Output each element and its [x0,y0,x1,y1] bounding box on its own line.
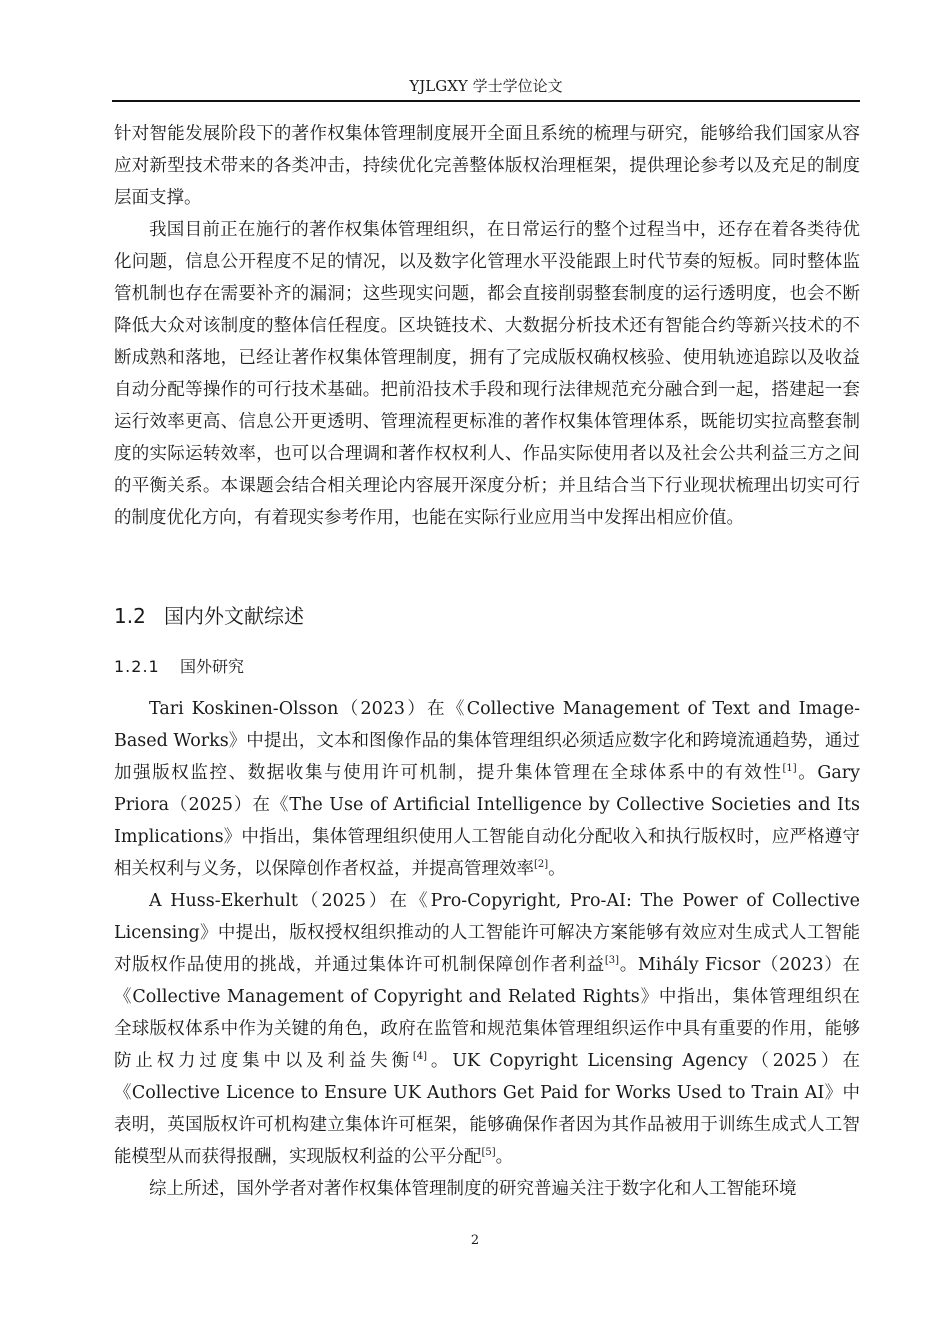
section-title: 国内外文献综述 [164,604,304,628]
text-run: A Huss-Ekerhult（2025）在《Pro-Copyright, Pro-AI: The Power of Collective Licensing》中提出，版权授权组织推动的人工智能许可解决方案能够有效应对生成式人工智能对版权作品使用的挑战，并通过集体许可机制保障创作者利益 [114,891,860,975]
citation-2: [2] [534,859,549,871]
text-run: Tari Koskinen-Olsson（2023）在《Collective Management of Text and Image-Based Works》中提出，文本和图像作品的集体管理组织必须适应数字化和跨境流通趋势，通过加强版权监控、数据收集与使用许可机制，提升集体管理在全球体系中的有效性 [114,699,860,783]
citation-3: [3] [604,955,620,967]
paragraph-research-3: 综上所述，国外学者对著作权集体管理制度的研究普遍关注于数字化和人工智能环境 [149,1179,797,1199]
citation-1: [1] [782,763,797,775]
text-run: 。 [495,1147,514,1167]
citation-4: [4] [412,1051,428,1063]
paragraph-research-1 [114,693,860,885]
paragraph-intro-2: 我国目前正在施行的著作权集体管理组织，在日常运行的整个过程当中，还存在着各类待优化问题，信息公开程度不足的情况，以及数字化管理水平没能跟上时代节奏的短板。同时整体监管机制也存在需要补齐的漏洞；这些现实问题，都会直接削弱整套制度的运行透明度，也会不断降低大众对该制度的整体信任程度。区块链技术、大数据分析技术还有智能合约等新兴技术的不断成熟和落地，已经让著作权集体管理制度，拥有了完成版权确权核验、使用轨迹追踪以及收益自动分配等操作的可行技术基础。把前沿技术手段和现行法律规范充分融合到一起，搭建起一套运行效率更高、信息公开更透明、管理流程更标准的著作权集体管理体系，既能切实拉高整套制度的实际运转效率，也可以合理调和著作权权利人、作品实际使用者以及社会公共利益三方之间的平衡关系。本课题会结合相关理论内容展开深度分析；并且结合当下行业现状梳理出切实可行的制度优化方向，有着现实参考作用，也能在实际行业应用当中发挥出相应价值。 [114,220,860,528]
citation-5: [5] [481,1147,496,1159]
paragraph-intro-1: 针对智能发展阶段下的著作权集体管理制度展开全面且系统的梳理与研究，能够给我们国家从容应对新型技术带来的各类冲击，持续优化完善整体版权治理框架，提供理论参考以及充足的制度层面支撑。 [114,124,860,208]
subsection-title: 国外研究 [180,657,245,676]
foreign-research-text [114,693,860,1205]
text-run: 。 [548,859,566,879]
subsection-number: 1.2.1 [114,657,160,676]
page-number: 2 [470,1233,480,1248]
header-rule [112,100,860,102]
intro-text [114,118,860,534]
running-header: YJLGXY 学士学位论文 [409,77,563,95]
section-number: 1.2 [114,604,146,628]
subsection-heading [114,656,244,678]
text-run: 。Gary Priora（2025）在《The Use of Artificial Intelligence by Collective Societies and Its Implications》中指出，集体管理组织使用人工智能自动化分配收入和执行版权时，应严格遵守相关权利与义务，以保障创作者权益，并提高管理效率 [114,763,861,879]
paragraph-research-2 [114,885,860,1173]
text-run: 。UK Copyright Licensing Agency（2025）在《Collective Licence to Ensure UK Authors Get Paid for Works Used to Train AI》中表明，英国版权许可机构建立集体许可框架，能够确保作者因为其作品被用于训练生成式人工智能模型从而获得报酬，实现版权利益的公平分配 [114,1051,861,1167]
text-run: 。Mihály Ficsor（2023）在《Collective Management of Copyright and Related Rights》中指出，集体管理组织在全球版权体系中作为关键的角色，政府在监管和规范集体管理组织运作中具有重要的作用，能够防止权力过度集中以及利益失衡 [114,955,860,1071]
section-heading [114,603,304,629]
